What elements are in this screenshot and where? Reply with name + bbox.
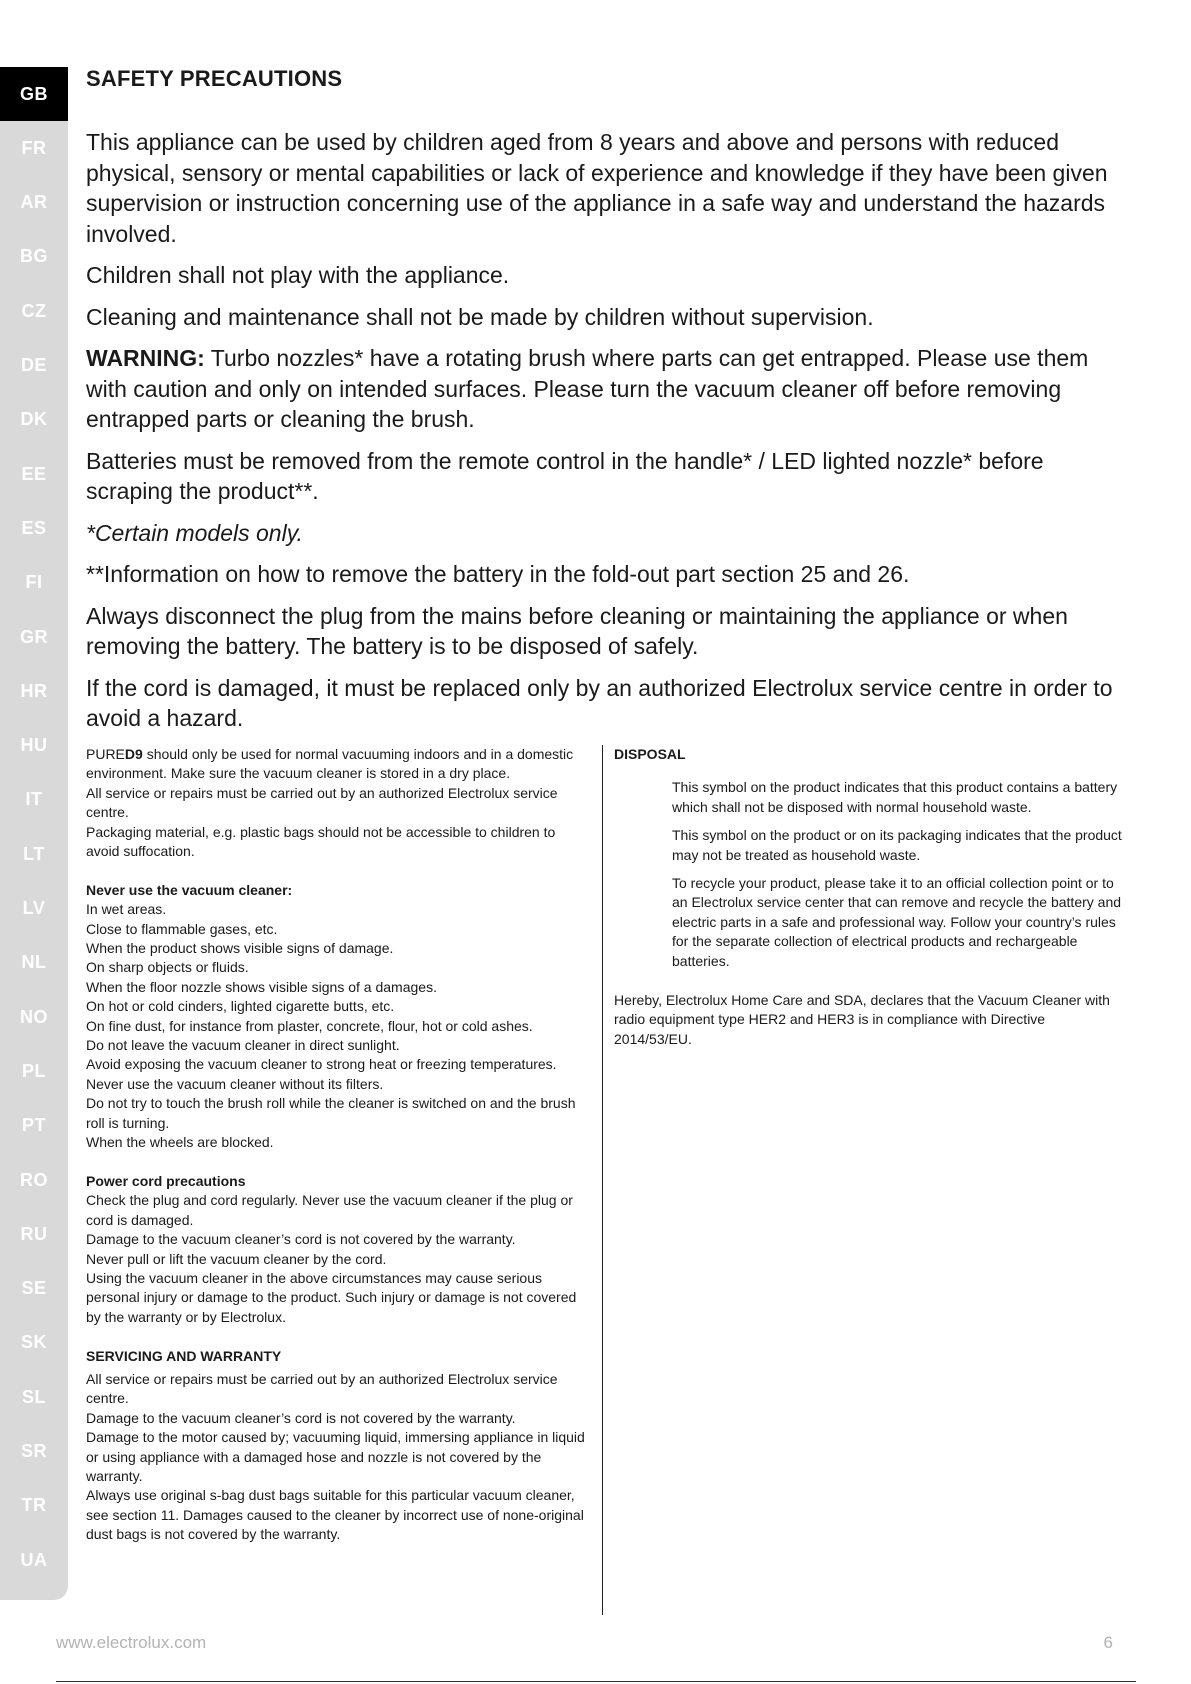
list-item: On sharp objects or fluids.	[86, 959, 249, 976]
list-item: Never pull or lift the vacuum cleaner by the cord.	[86, 1250, 387, 1267]
page-title: SAFETY PRECAUTIONS	[86, 66, 343, 91]
right-column	[614, 745, 1126, 1063]
list-item: On fine dust, for instance from plaster, concrete, flour, hot or cold ashes.	[86, 1017, 533, 1034]
list-item: On hot or cold cinders, lighted cigarette butts, etc.	[86, 998, 395, 1015]
service-list	[86, 1370, 591, 1545]
list-item: Using the vacuum cleaner in the above circumstances may cause serious personal injury or damage to the product. Such injury or damage is not covered by the warranty or by Electrolux.	[86, 1269, 577, 1325]
language-tab-tr[interactable]: TR	[21, 1495, 47, 1516]
language-tab-fr[interactable]: FR	[21, 137, 47, 158]
cord-list	[86, 1191, 591, 1327]
intro-paragraph: **Information on how to remove the battery in the fold-out part section 25 and 26.	[86, 561, 910, 587]
list-item: Damage to the vacuum cleaner’s cord is not covered by the warranty.	[86, 1231, 516, 1248]
warning-text: Turbo nozzles* have a rotating brush where parts can get entrapped. Please use them with caution and only on intended surfaces. Please turn the vacuum cleaner off before removing entrapped parts or cleaning the brush.	[86, 345, 1089, 432]
service-heading: SERVICING AND WARRANTY	[86, 1347, 282, 1364]
language-tab-cz[interactable]: CZ	[21, 300, 47, 321]
language-tab-sl[interactable]: SL	[21, 1386, 46, 1407]
usage-line: All service or repairs must be carried out by an authorized Electrolux service centre.	[86, 784, 558, 821]
disposal-heading: DISPOSAL	[614, 746, 686, 762]
list-item: Close to flammable gases, etc.	[86, 920, 278, 937]
language-tab-ee[interactable]: EE	[21, 463, 47, 484]
list-item: Check the plug and cord regularly. Never use the vacuum cleaner if the plug or cord is damaged.	[86, 1192, 573, 1228]
usage-line: Packaging material, e.g. plastic bags should not be accessible to children to avoid suffocation.	[86, 823, 556, 860]
language-tab-ru[interactable]: RU	[20, 1223, 48, 1244]
usage-line	[86, 745, 591, 784]
list-item: Damage to the motor caused by; vacuuming liquid, immersing appliance in liquid or using appliance with a damaged hose and nozzle is not covered by the warranty.	[86, 1429, 585, 1484]
models-note: *Certain models only.	[86, 519, 303, 546]
language-tab-gr[interactable]: GR	[20, 626, 48, 647]
never-heading: Never use the vacuum cleaner:	[86, 881, 293, 898]
language-tab-sk[interactable]: SK	[20, 1332, 47, 1353]
language-tab-no[interactable]: NO	[20, 1006, 48, 1027]
language-tab-sr[interactable]: SR	[20, 1441, 47, 1461]
recycle-text: To recycle your product, please take it to an official collection point or to an Electrolux service center that can remove and recycle the battery and electric parts in a safe and professional way. Follow your country’s rules for the separate collection of electrical products and rechargeable batteries.	[672, 875, 1122, 969]
spacer	[86, 861, 591, 880]
language-tab-nl[interactable]: NL	[21, 952, 47, 973]
spacer	[86, 1327, 591, 1346]
language-tab-lv[interactable]: LV	[22, 898, 46, 918]
language-tab-se[interactable]: SE	[21, 1278, 47, 1299]
left-column	[86, 745, 591, 1545]
list-item: When the product shows visible signs of damage.	[86, 940, 394, 957]
usage-text: should only be used for normal vacuuming indoors and in a domestic environment. Make sure the vacuum cleaner is stored in a dry place.	[86, 746, 574, 782]
cord-heading: Power cord precautions	[86, 1172, 246, 1189]
language-tab-fi[interactable]: FI	[25, 572, 43, 593]
list-item: Never use the vacuum cleaner without its filters.	[86, 1075, 384, 1092]
never-list	[86, 900, 591, 1152]
list-item: When the floor nozzle shows visible signs of a damages.	[86, 978, 437, 995]
intro-paragraph: If the cord is damaged, it must be replaced only by an authorized Electrolux service centre in order to avoid a hazard.	[86, 674, 1113, 731]
household-symbol-text: This symbol on the product or on its packaging indicates that the product may not be treated as household waste.	[672, 827, 1122, 863]
language-tab-dk[interactable]: DK	[20, 409, 48, 430]
language-tab-ua[interactable]: UA	[20, 1549, 48, 1570]
spacer	[86, 1153, 591, 1172]
list-item: Avoid exposing the vacuum cleaner to strong heat or freezing temperatures.	[86, 1056, 557, 1073]
language-tab-de[interactable]: DE	[20, 355, 47, 375]
intro-paragraph: Children shall not play with the appliance.	[86, 262, 510, 288]
list-item: Damage to the vacuum cleaner’s cord is not covered by the warranty.	[86, 1409, 516, 1426]
list-item: Do not leave the vacuum cleaner in direct sunlight.	[86, 1037, 400, 1054]
intro-paragraph: Always disconnect the plug from the mains before cleaning or maintaining the appliance or when removing the battery. The battery is to be disposed of safely.	[86, 602, 1068, 659]
brand-prefix: PURE	[86, 746, 125, 762]
language-tab-ar[interactable]: AR	[20, 192, 48, 213]
language-tab-es[interactable]: ES	[21, 517, 47, 538]
warning-label: WARNING:	[86, 345, 205, 371]
list-item: Always use original s-bag dust bags suitable for this particular vacuum cleaner, see section 11. Damages caused to the cleaner by incorrect use of none-original dust bags is not covered by the warranty.	[86, 1487, 584, 1543]
intro-paragraph: Cleaning and maintenance shall not be made by children without supervision.	[86, 303, 874, 330]
language-tab-pt[interactable]: PT	[21, 1115, 46, 1136]
language-tab-lt[interactable]: LT	[23, 843, 45, 864]
language-tab-it[interactable]: IT	[25, 789, 43, 810]
page-number: 6	[1103, 1633, 1113, 1652]
intro-paragraph: This appliance can be used by children aged from 8 years and above and persons with reduced physical, sensory or mental capabilities or lack of experience and knowledge if they have been given supervision or instruction concerning use of the appliance in a safe way and understand the hazards involved.	[86, 129, 1108, 247]
battery-symbol-text: This symbol on the product indicates that this product contains a battery which shall not be disposed with normal household waste.	[672, 779, 1118, 815]
declaration-text: Hereby, Electrolux Home Care and SDA, declares that the Vacuum Cleaner with radio equipment type HER2 and HER3 is in compliance with Directive 2014/53/EU.	[614, 992, 1110, 1047]
language-tab-bg[interactable]: BG	[20, 246, 48, 267]
list-item: When the wheels are blocked.	[86, 1134, 274, 1151]
list-item: All service or repairs must be carried out by an authorized Electrolux service centre.	[86, 1370, 558, 1407]
intro-section	[86, 127, 1126, 745]
list-item: In wet areas.	[86, 901, 167, 918]
footer-url: www.electrolux.com	[56, 1633, 207, 1652]
language-tab-pl[interactable]: PL	[21, 1060, 46, 1081]
language-tab-hr[interactable]: HR	[20, 680, 48, 701]
language-tab-hu[interactable]: HU	[20, 735, 48, 756]
list-item: Do not try to touch the brush roll while the cleaner is switched on and the brush roll is turning.	[86, 1095, 576, 1131]
column-divider	[602, 745, 603, 1615]
footer-rule	[56, 1681, 1136, 1682]
brand-model: D9	[124, 746, 143, 762]
language-tab-gb[interactable]: GB	[0, 67, 68, 121]
intro-paragraph: Batteries must be removed from the remote control in the handle* / LED lighted nozzle* before scraping the product**.	[86, 447, 1044, 504]
warning-paragraph	[86, 343, 1126, 435]
language-tab-ro[interactable]: RO	[20, 1169, 48, 1190]
